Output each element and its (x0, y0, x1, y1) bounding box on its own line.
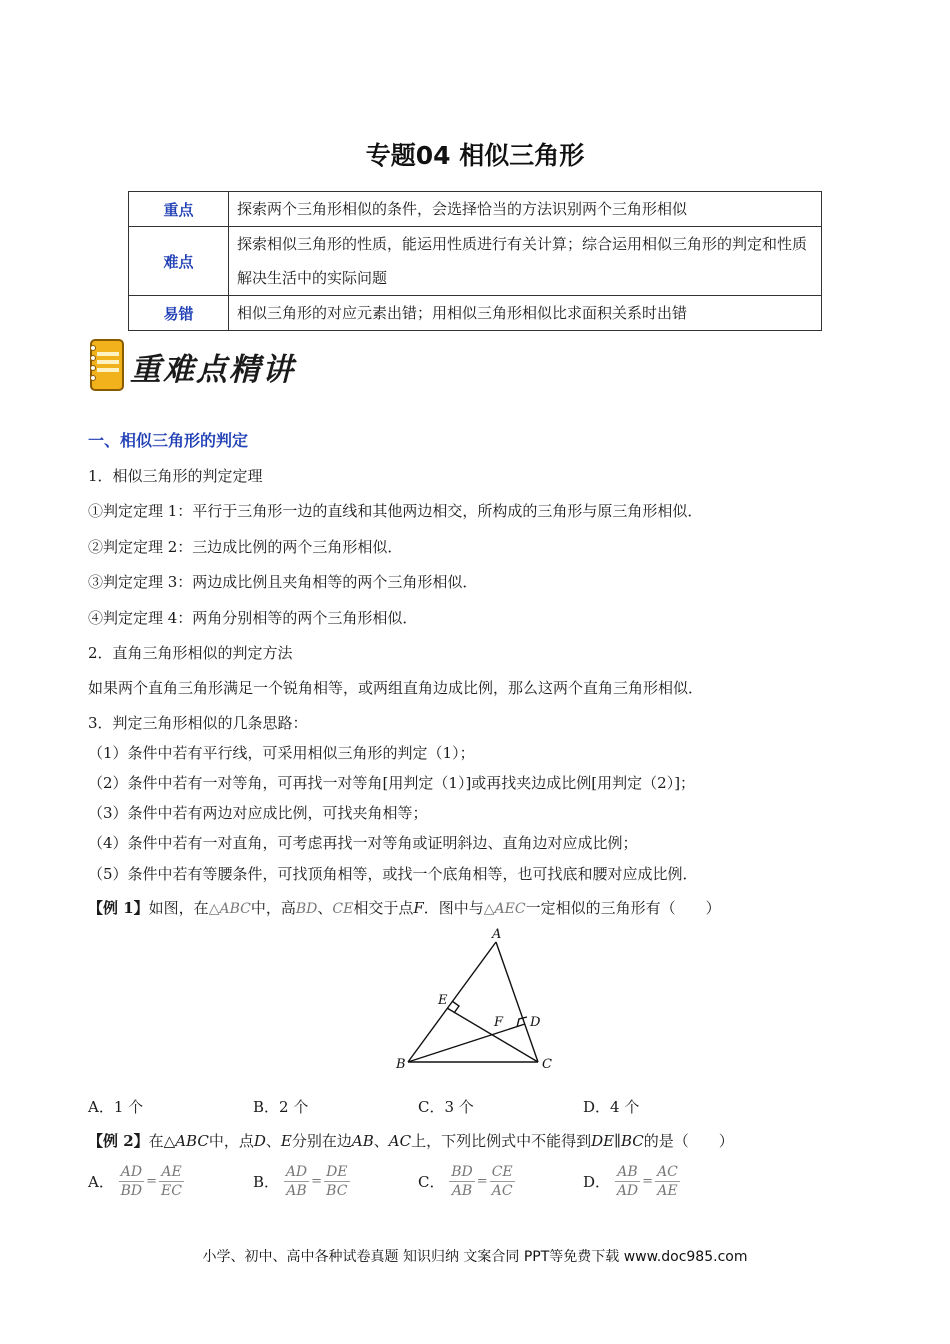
keypoint-row (129, 227, 822, 296)
denominator: AD (616, 1183, 639, 1199)
numerator: DE (326, 1164, 348, 1180)
example-tag: 【例 1】 (88, 899, 149, 917)
text-line: （5）条件中若有等腰条件，可找顶角相等，或找一个底角相等，也可找底和腰对应成比例． (88, 865, 698, 883)
keypoint-text: 探索相似三角形的性质，能运用性质进行有关计算；综合运用相似三角形的判定和性质解决生活中的实际问题 (229, 227, 822, 296)
denominator: AC (491, 1183, 513, 1199)
example-2-question (88, 1130, 734, 1151)
keypoint-row (129, 192, 822, 227)
numerator: AB (615, 1163, 640, 1182)
text-line: （2）条件中若有一对等角，可再找一对等角[用判定（1）]或再找夹边成比例[用判定（2）]； (88, 774, 696, 792)
triangle-figure (380, 922, 570, 1072)
triangle-symbol: △AEC (483, 901, 526, 917)
parallel-symbol: ∥ (614, 1132, 621, 1150)
text-line: ③判定定理 3：两边成比例且夹角相等的两个三角形相似． (88, 573, 478, 591)
math-var: BD (295, 901, 318, 917)
text: 的是（ ） (643, 1132, 734, 1150)
option-label: C． (418, 1173, 445, 1191)
fraction (490, 1163, 515, 1200)
equals-sign: = (642, 1174, 654, 1189)
text-line: （4）条件中若有一对直角，可考虑再找一对等角或证明斜边、直角边对应成比例； (88, 834, 638, 852)
text-line: 2．直角三角形相似的判定方法 (88, 644, 293, 662)
fraction (159, 1163, 184, 1200)
text: 相交于点 (353, 899, 414, 917)
fraction (284, 1163, 309, 1200)
text-line: ②判定定理 2：三边成比例的两个三角形相似． (88, 538, 403, 556)
option-label: A． (88, 1173, 114, 1191)
text: 、 (373, 1132, 389, 1150)
numerator: AD (285, 1164, 308, 1180)
option-label: B． (253, 1173, 280, 1191)
label-f: F (494, 1015, 504, 1030)
text-line: ④判定定理 4：两角分别相等的两个三角形相似． (88, 609, 418, 627)
keypoints-table (128, 191, 822, 331)
math-var: F (413, 899, 424, 917)
label-c: C (542, 1057, 552, 1072)
text-line: 如果两个直角三角形满足一个锐角相等，或两组直角边成比例，那么这两个直角三角形相似． (88, 679, 704, 697)
equals-sign: = (311, 1174, 323, 1189)
page-footer: 小学、初中、高中各种试卷真题 知识归纳 文案合同 PPT等免费下载 www.doc985.com (202, 1249, 748, 1265)
math-var: E (280, 1132, 292, 1150)
text: 中，高 (250, 899, 296, 917)
equals-sign: = (476, 1174, 488, 1189)
keypoint-row (129, 296, 822, 331)
example-1-question (88, 897, 721, 918)
denominator: AB (451, 1183, 473, 1199)
option-c[interactable]: C．3 个 (418, 1098, 474, 1116)
label-b: B (396, 1057, 406, 1072)
numerator: AC (657, 1164, 678, 1180)
option-a[interactable]: A．1 个 (88, 1098, 144, 1116)
numerator: AD (119, 1163, 145, 1182)
denominator: EC (161, 1183, 182, 1199)
label-a: A (492, 927, 502, 942)
denominator: BD (120, 1183, 143, 1199)
altitude-ce (447, 1008, 538, 1062)
math-var: BC (621, 1132, 644, 1150)
numerator: BD (451, 1164, 473, 1180)
text: 在△ (148, 1132, 176, 1150)
option-d[interactable] (583, 1163, 680, 1200)
text: 、 (317, 899, 333, 917)
keypoint-label: 重点 (129, 192, 229, 227)
label-e: E (438, 993, 448, 1008)
fraction (449, 1163, 475, 1200)
page-title: 专题04 相似三角形 (365, 141, 585, 170)
fraction (324, 1163, 349, 1200)
keypoint-label: 易错 (129, 296, 229, 331)
section-banner (88, 338, 318, 394)
option-b[interactable]: B．2 个 (253, 1098, 309, 1116)
math-var: AC (388, 1132, 412, 1150)
numerator: CE (491, 1164, 513, 1180)
denominator: AE (657, 1183, 678, 1199)
side-ab (408, 942, 496, 1062)
fraction (615, 1163, 640, 1200)
denominator: BC (326, 1183, 348, 1199)
text-line: 3．判定三角形相似的几条思路： (88, 714, 308, 732)
banner-title: 重难点精讲 (130, 352, 295, 388)
text: 中，点 (208, 1132, 254, 1150)
keypoint-text: 相似三角形的对应元素出错；用相似三角形相似比求面积关系时出错 (229, 296, 822, 331)
side-ac (496, 942, 538, 1062)
option-label: D． (583, 1173, 611, 1191)
text-line: ①判定定理 1：平行于三角形一边的直线和其他两边相交，所构成的三角形与原三角形相似． (88, 502, 703, 520)
math-var: CE (332, 901, 354, 917)
denominator: AB (286, 1183, 307, 1199)
text-line: （1）条件中若有平行线，可采用相似三角形的判定（1）； (88, 744, 475, 762)
equals-sign: = (146, 1174, 158, 1189)
text-line: （3）条件中若有两边对应成比例，可找夹角相等； (88, 804, 428, 822)
math-var: ABC (175, 1132, 209, 1150)
text: 、 (265, 1132, 281, 1150)
altitude-bd (408, 1024, 525, 1062)
text: 如图，在 (148, 899, 209, 917)
text: 上，下列比例式中不能得到 (411, 1132, 592, 1150)
text: 一定相似的三角形有（ ） (525, 899, 721, 917)
label-d: D (530, 1015, 541, 1030)
fraction (119, 1163, 145, 1200)
notebook-icon (88, 338, 128, 394)
math-var: AB (351, 1132, 374, 1150)
fraction (655, 1163, 680, 1200)
example-tag: 【例 2】 (88, 1132, 149, 1150)
text: 分别在边 (291, 1132, 352, 1150)
text: ．图中与 (423, 899, 484, 917)
option-b[interactable] (253, 1163, 350, 1200)
option-a[interactable] (88, 1163, 184, 1200)
keypoint-label: 难点 (129, 227, 229, 296)
numerator: AE (159, 1163, 184, 1182)
math-var: DE (591, 1132, 615, 1150)
triangle-symbol: △ABC (208, 901, 251, 917)
option-c[interactable] (418, 1163, 515, 1200)
section-heading: 一、相似三角形的判定 (88, 431, 249, 450)
keypoint-text: 探索两个三角形相似的条件，会选择恰当的方法识别两个三角形相似 (229, 192, 822, 227)
text-line: 1．相似三角形的判定定理 (88, 467, 263, 485)
math-var: D (253, 1132, 266, 1150)
option-d[interactable]: D．4 个 (583, 1098, 640, 1116)
